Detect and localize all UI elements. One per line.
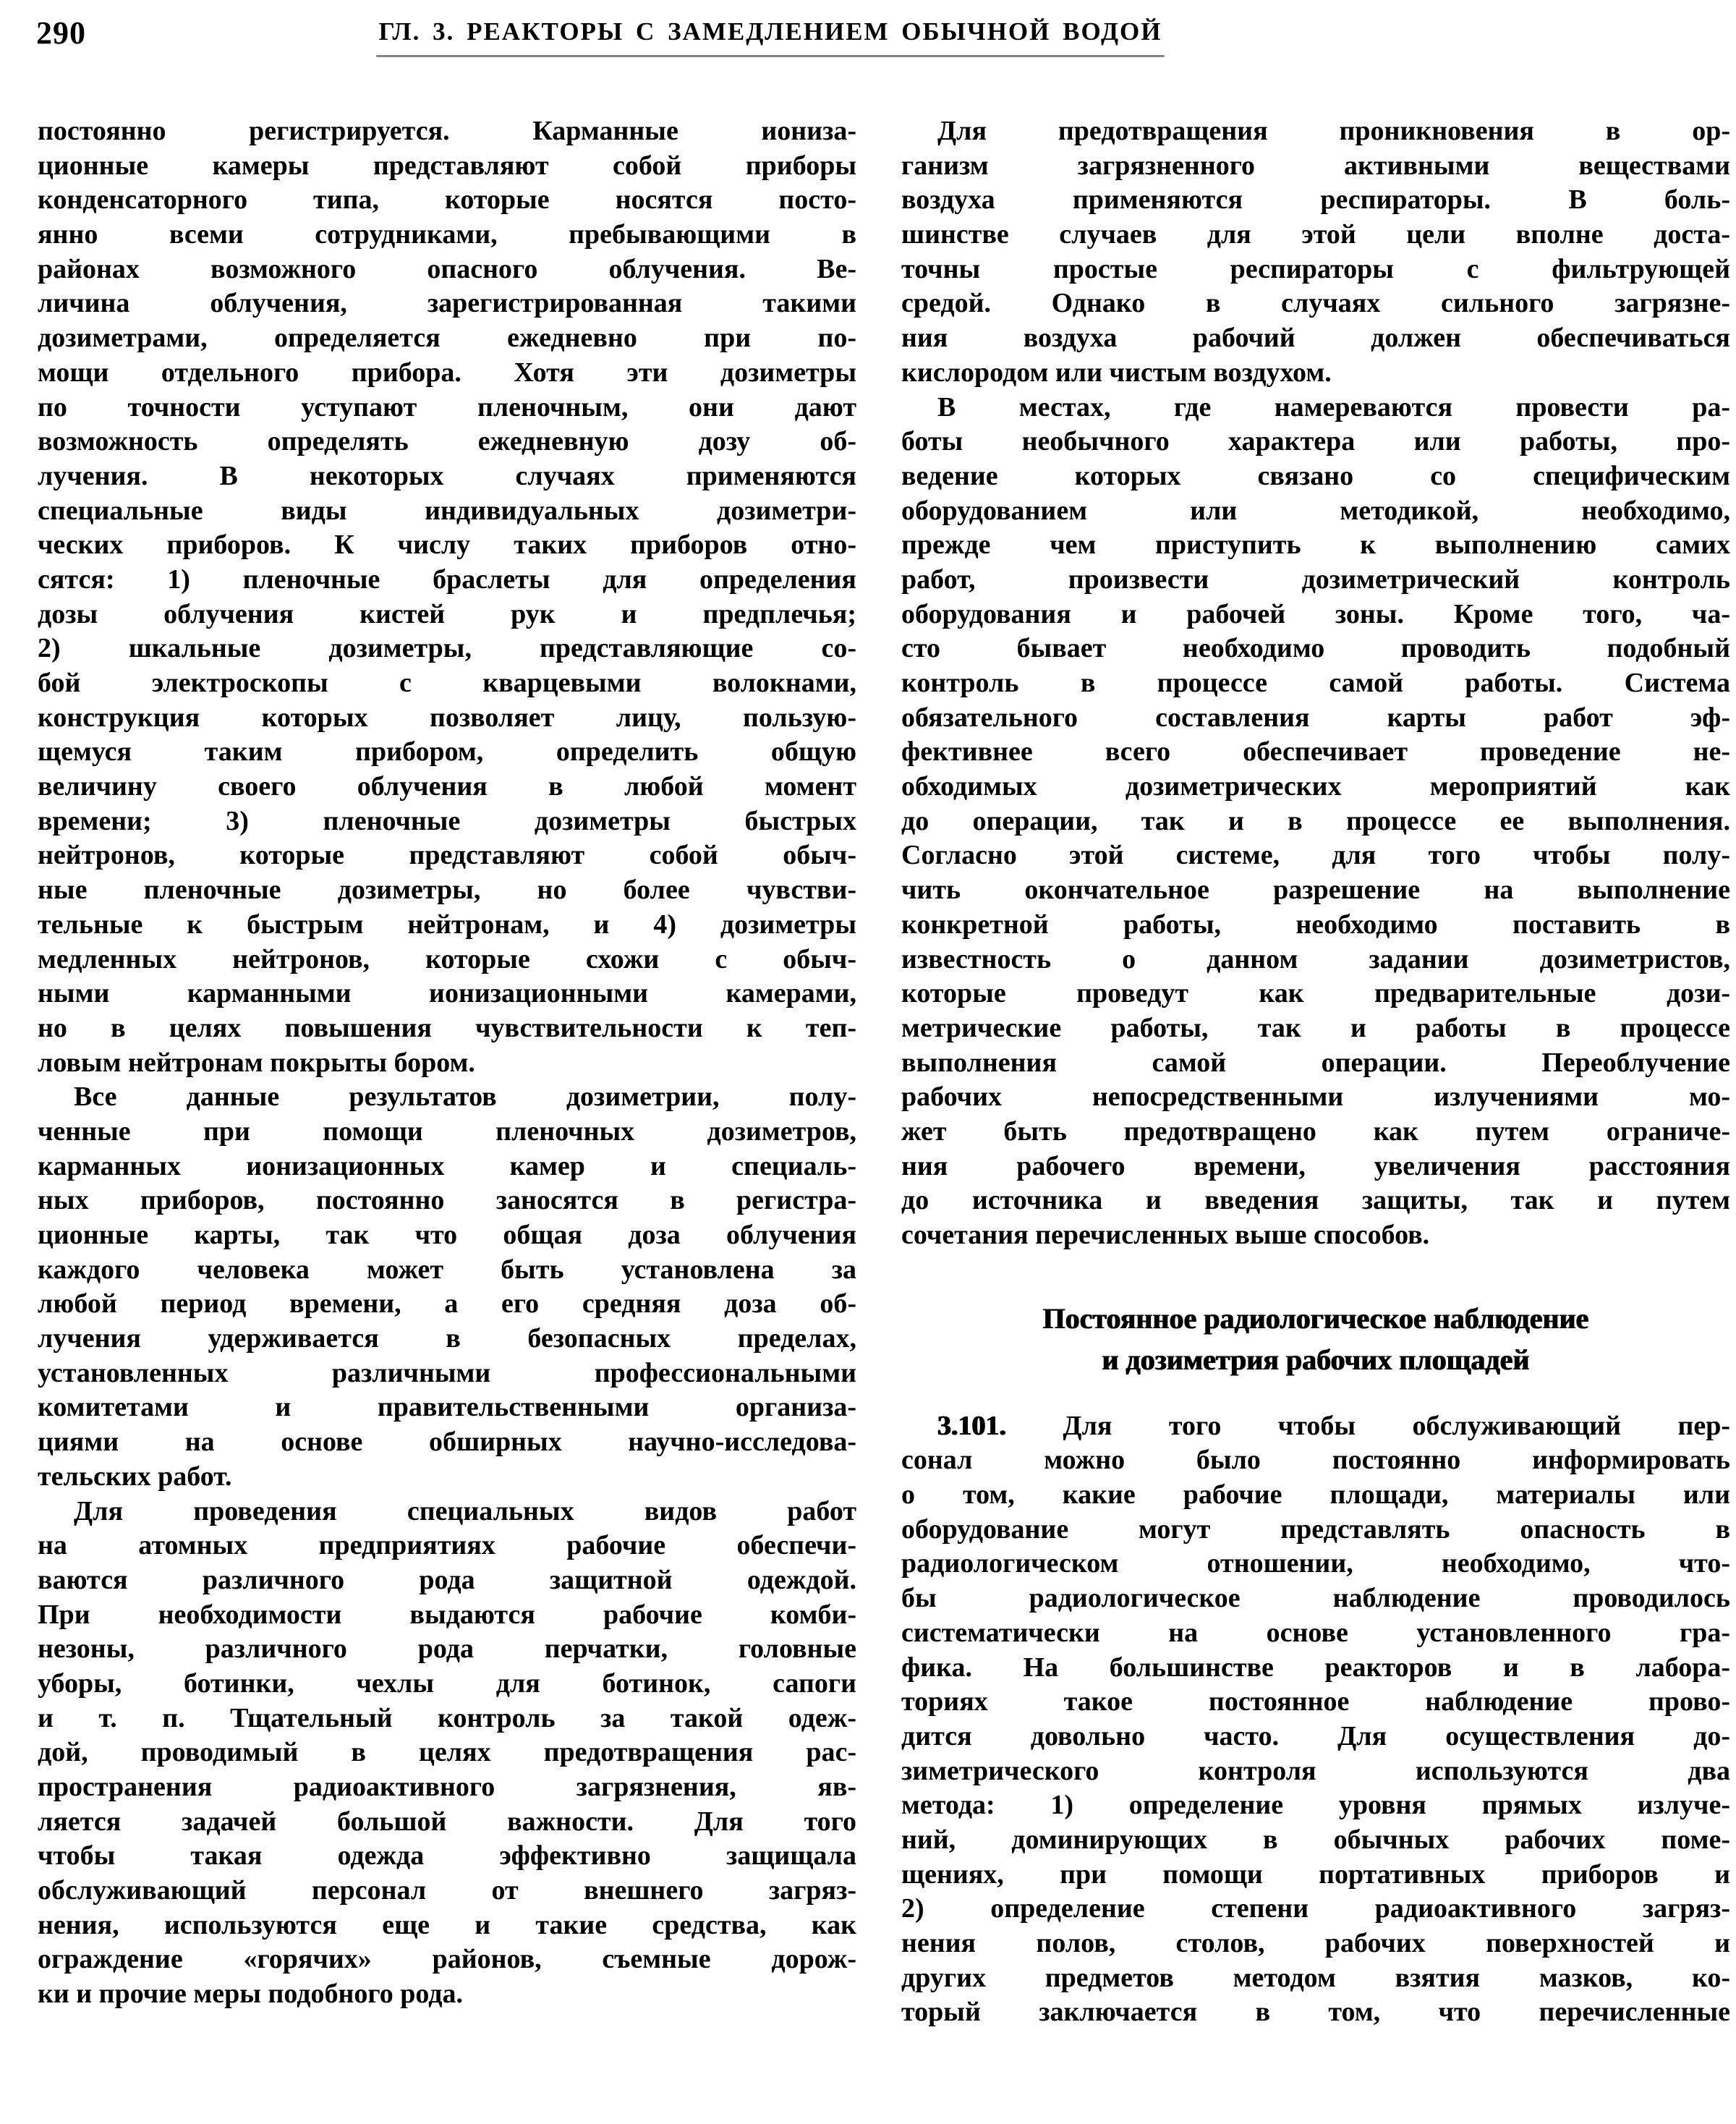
text-line: времени; 3) пленочные дозиметры быстрых — [38, 805, 856, 836]
text-line: Все данные результатов дозиметрии, полу- — [74, 1082, 856, 1113]
text-line: метрические работы, так и работы в процессе — [901, 1012, 1730, 1043]
text-line: любой период времени, а его средняя доза об- — [38, 1288, 856, 1320]
text-line: зиметрического контроля используются два — [901, 1755, 1730, 1786]
text-line: рабочих непосредственными излучениями мо- — [901, 1082, 1730, 1113]
text-line: метода: 1) определение уровня прямых излуче- — [901, 1790, 1730, 1821]
text-line: кислородом или чистым воздухом. — [901, 357, 1332, 388]
text-line: боты необычного характера или работы, про- — [901, 426, 1730, 457]
section-heading — [901, 1298, 1730, 1380]
text-line: ториях такое постоянное наблюдение прово- — [901, 1686, 1730, 1717]
text-line: обязательного составления карты работ эф- — [901, 702, 1730, 733]
text-line: дозиметрами, определяется ежедневно при по- — [38, 323, 856, 354]
text-line: фективнее всего обеспечивает проведение не- — [901, 736, 1730, 768]
text-line: личина облучения, зарегистрированная такими — [38, 288, 856, 319]
text-line: воздуха применяются респираторы. В боль- — [901, 184, 1730, 216]
text-line: незоны, различного рода перчатки, головные — [38, 1634, 856, 1665]
text-line: дозы облучения кистей рук и предплечья; — [38, 598, 856, 629]
text-line: ционные камеры представляют собой приборы — [38, 150, 856, 181]
text-line: ловым нейтронам покрыты бором. — [38, 1047, 475, 1078]
text-line: выполнения самой операции. Переоблучение — [901, 1047, 1730, 1078]
text-line: шинстве случаев для этой цели вполне доста- — [901, 219, 1730, 250]
text-line: до операции, так и в процессе ее выполнения. — [901, 805, 1730, 836]
text-line: пространения радиоактивного загрязнения, яв- — [38, 1772, 856, 1802]
text-line: Для предотвращения проникновения в ор- — [937, 116, 1730, 146]
text-line: специальные виды индивидуальных дозиметри- — [38, 495, 856, 526]
header-rule — [376, 55, 1165, 57]
text-line: При необходимости выдаются рабочие комби- — [38, 1599, 856, 1630]
text-line: дится довольно часто. Для осуществления до- — [901, 1720, 1730, 1751]
text-line: ческих приборов. К числу таких приборов отно- — [38, 530, 856, 561]
text-line: уборы, ботинки, чехлы для ботинок, сапоги — [38, 1668, 856, 1699]
text-line: на атомных предприятиях рабочие обеспечи- — [38, 1530, 856, 1561]
text-line: тельских работ. — [38, 1461, 232, 1492]
text-line: нения полов, столов, рабочих поверхностей и — [901, 1928, 1730, 1958]
text-line: циями на основе обширных научно-исследова- — [38, 1427, 856, 1458]
text-line: средой. Однако в случаях сильного загрязне- — [901, 288, 1730, 319]
text-line: постоянно регистрируется. Карманные иониза- — [38, 116, 856, 146]
text-line: ваются различного рода защитной одеждой. — [38, 1564, 856, 1595]
text-line: до источника и введения защиты, так и путем — [901, 1185, 1730, 1216]
text-line: медленных нейтронов, которые схожи с обыч- — [38, 943, 856, 974]
text-line: щемуся таким прибором, определить общую — [38, 736, 856, 768]
text-line: ки и прочие меры подобного рода. — [38, 1979, 463, 2010]
text-line: которые проведут как предварительные дози- — [901, 978, 1730, 1009]
text-line: и т. п. Тщательный контроль за такой одеж- — [38, 1702, 856, 1733]
text-line: 2) шкальные дозиметры, представляющие со- — [38, 633, 856, 664]
text-line: ные пленочные дозиметры, но более чувстви- — [38, 875, 856, 906]
text-line: Согласно этой системе, для того чтобы полу- — [901, 840, 1730, 871]
text-line: фика. На большинстве реакторов и в лабора- — [901, 1652, 1730, 1683]
text-line: прежде чем приступить к выполнению самих — [901, 530, 1730, 561]
text-line: по точности уступают пленочным, они дают — [38, 391, 856, 422]
text-line: известность о данном задании дозиметристов, — [901, 943, 1730, 974]
text-line: янно всеми сотрудниками, пребывающими в — [38, 219, 856, 250]
page-number: 290 — [36, 15, 86, 51]
text-line: других предметов методом взятия мазков, ко- — [901, 1962, 1730, 1993]
text-line: конструкция которых позволяет лицу, пользую- — [38, 702, 856, 733]
text-line: Для проведения специальных видов работ — [74, 1495, 856, 1526]
text-line: обходимых дозиметрических мероприятий как — [901, 771, 1730, 802]
text-line: районах возможного опасного облучения. Ве- — [38, 253, 856, 284]
text-line: сятся: 1) пленочные браслеты для определения — [38, 564, 856, 595]
text-line: но в целях повышения чувствительности к теп- — [38, 1012, 856, 1043]
text-line: чить окончательное разрешение на выполнение — [901, 875, 1730, 906]
text-line: ченные при помощи пленочных дозиметров, — [38, 1116, 856, 1147]
text-line: ционные карты, так что общая доза облучения — [38, 1220, 856, 1250]
text-line: чтобы такая одежда эффективно защищала — [38, 1840, 856, 1872]
text-line: тельные к быстрым нейтронам, и 4) дозиметры — [38, 909, 856, 940]
text-line: торый заключается в том, что перечисленные — [901, 1997, 1730, 2028]
text-line: ганизм загрязненного активными веществами — [901, 150, 1730, 181]
right-text-column — [901, 114, 1730, 2030]
text-line: ляется задачей большой важности. Для того — [38, 1806, 856, 1837]
text-line: карманных ионизационных камер и специаль- — [38, 1150, 856, 1181]
text-line: ных приборов, постоянно заносятся в регистра- — [38, 1185, 856, 1216]
running-head — [0, 10, 1736, 61]
text-line: систематически на основе установленного гра- — [901, 1617, 1730, 1648]
text-line: точны простые респираторы с фильтрующей — [901, 253, 1730, 284]
text-line: лучения удерживается в безопасных пределах, — [38, 1323, 856, 1354]
text-line: возможность определять ежедневную дозу об- — [38, 426, 856, 457]
text-line: сочетания перечисленных выше способов. — [901, 1220, 1430, 1250]
section-heading-line: и дозиметрия рабочих площадей — [1102, 1343, 1530, 1376]
left-text-column — [38, 114, 856, 2012]
text-line: оборудованием или методикой, необходимо, — [901, 495, 1730, 526]
text-line: работ, произвести дозиметрический контроль — [901, 564, 1730, 595]
chapter-header: ГЛ. 3. РЕАКТОРЫ С ЗАМЕДЛЕНИЕМ ОБЫЧНОЙ ВОДОЙ — [378, 17, 1162, 46]
text-line: о том, какие рабочие площади, материалы или — [901, 1479, 1730, 1511]
text-line: ния рабочего времени, увеличения расстояния — [901, 1150, 1730, 1181]
text-line: установленных различными профессиональными — [38, 1357, 856, 1388]
text-line: нения, используются еще и такие средства, как — [38, 1909, 856, 1940]
text-line: щениях, при помощи портативных приборов и — [901, 1858, 1730, 1890]
text-line: бой электроскопы с кварцевыми волокнами, — [38, 668, 856, 698]
text-line: каждого человека может быть установлена за — [38, 1254, 856, 1285]
text-line: лучения. В некоторых случаях применяются — [38, 460, 856, 491]
text-line: обслуживающий персонал от внешнего загряз- — [38, 1875, 856, 1906]
text-line: ными карманными ионизационными камерами, — [38, 978, 856, 1009]
text-line: контроль в процессе самой работы. Система — [901, 668, 1730, 698]
text-line: ведение которых связано со специфическим — [901, 460, 1730, 491]
text-line: ограждение «горячих» районов, съемные дорож- — [38, 1944, 856, 1975]
text-line: комитетами и правительственными организа- — [38, 1392, 856, 1423]
text-line: бы радиологическое наблюдение проводилось — [901, 1583, 1730, 1614]
text-line: сонал можно было постоянно информировать — [901, 1445, 1730, 1476]
section-heading-line: Постоянное радиологическое наблюдение — [1042, 1301, 1589, 1335]
text-line: дой, проводимый в целях предотвращения рас- — [38, 1737, 856, 1768]
text-line: нейтронов, которые представляют собой обыч- — [38, 840, 856, 871]
text-line: ний, доминирующих в обычных рабочих поме- — [901, 1824, 1730, 1855]
text-line: оборудование могут представлять опасность в — [901, 1513, 1730, 1545]
paragraph-number: 3.101. — [937, 1410, 1006, 1441]
text-line: жет быть предотвращено как путем ограниче- — [901, 1116, 1730, 1147]
text-line: сто бывает необходимо проводить подобный — [901, 633, 1730, 664]
text-line: конденсаторного типа, которые носятся посто- — [38, 184, 856, 216]
text-line: 2) определение степени радиоактивного загряз- — [901, 1893, 1730, 1924]
text-line: величину своего облучения в любой момент — [38, 771, 856, 802]
text-line: ния воздуха рабочий должен обеспечиваться — [901, 323, 1730, 354]
text-line: радиологическом отношении, необходимо, что- — [901, 1548, 1730, 1579]
text-line: В местах, где намереваются провести ра- — [937, 391, 1730, 422]
text-line: оборудования и рабочей зоны. Кроме того, ча- — [901, 598, 1730, 629]
text-line: мощи отдельного прибора. Хотя эти дозиметры — [38, 357, 856, 388]
text-line: 3.101. Для того чтобы обслуживающий пер- — [937, 1410, 1730, 1441]
text-line: конкретной работы, необходимо поставить в — [901, 909, 1730, 940]
